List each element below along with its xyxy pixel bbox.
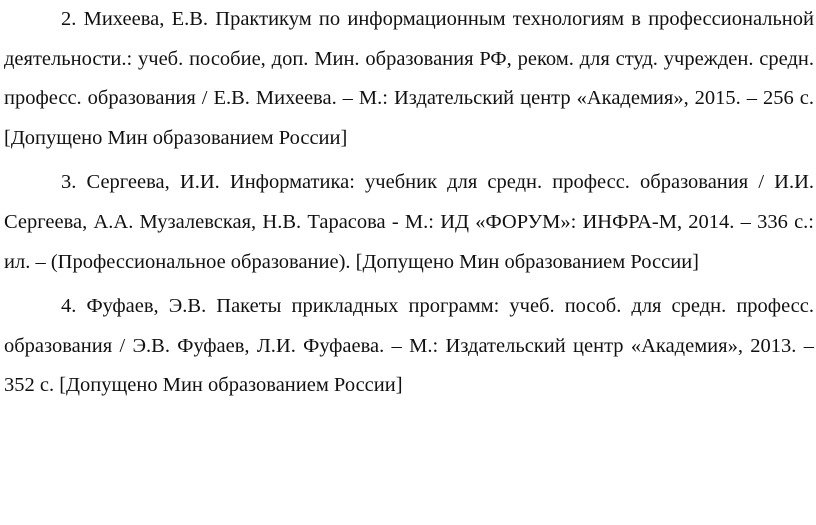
reference-text: Михеева, Е.В. Практикум по информационным технологиям в профессиональной деятельности.: учеб. пособие, доп. Мин. образования РФ, реком. для студ. учрежден. средн. професс. образования / Е.В. Михеева. – М.: Издательский центр «Академия», 2015. – 256 с. [Допущено Мин образованием России]: [4, 8, 814, 149]
reference-entry: [4, 287, 814, 406]
reference-entry: [4, 0, 814, 158]
reference-text: Сергеева, И.И. Информатика: учебник для средн. професс. образования / И.И. Сергеева, А.А. Музалевская, Н.В. Тарасова - М.: ИД «ФОРУМ»: ИНФРА-М, 2014. – 336 с.: ил. – (Профессиональное образование). [Допущено Мин образованием России]: [4, 171, 815, 273]
reference-entry: [4, 163, 814, 282]
reference-number: 2.: [61, 8, 77, 30]
reference-text: Фуфаев, Э.В. Пакеты прикладных программ: учеб. пособ. для средн. професс. образования / Э.В. Фуфаев, Л.И. Фуфаева. – М.: Издательский центр «Академия», 2013. – 352 с. [Допущено Мин образованием России]: [4, 295, 815, 397]
reference-number: 3.: [61, 171, 77, 194]
reference-number: 4.: [61, 295, 77, 318]
